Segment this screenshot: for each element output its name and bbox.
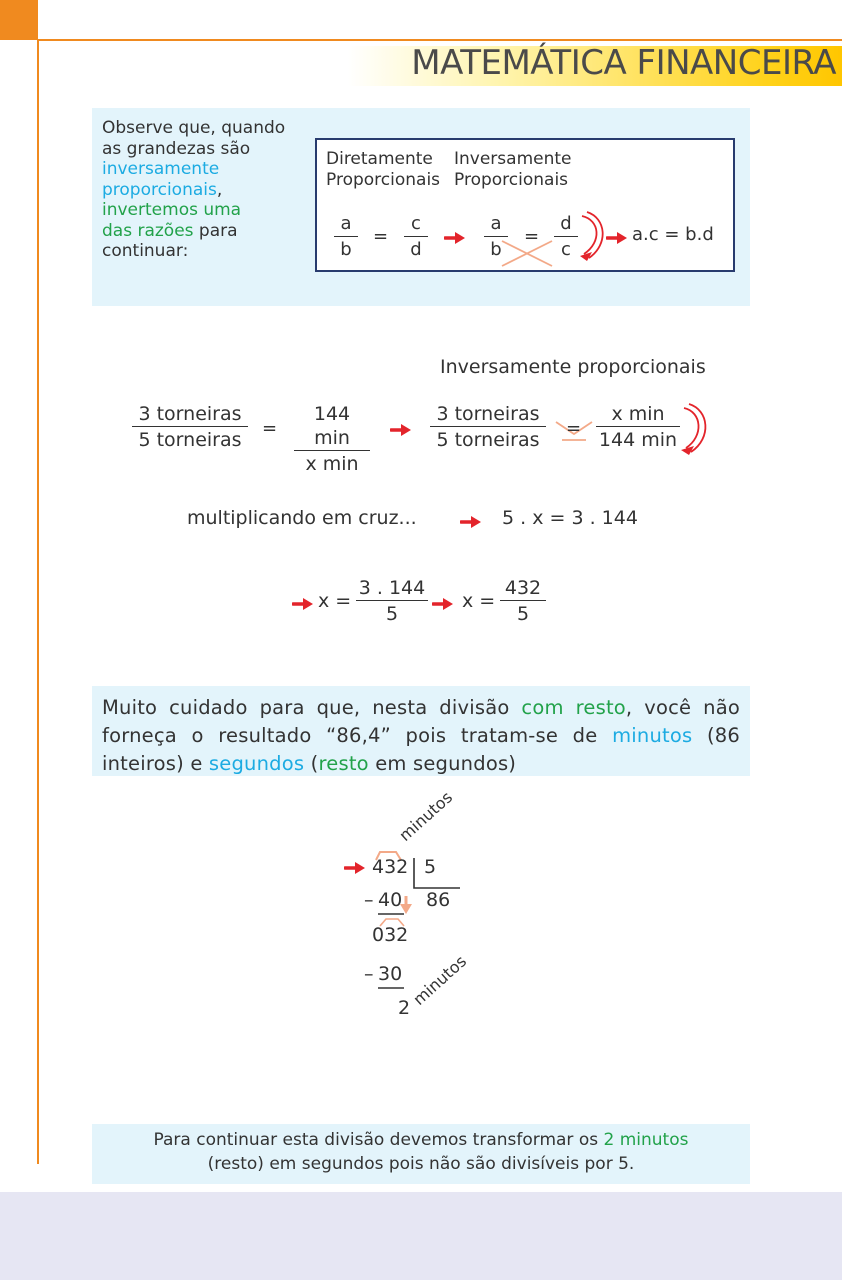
observe-text (102, 118, 302, 262)
cross-product-result: a.c = b.d (632, 224, 714, 245)
subtrahend: 30 (378, 963, 403, 985)
denominator: 5 torneiras (436, 429, 540, 451)
fraction-minutes (294, 402, 370, 477)
minus-sign: – (364, 963, 374, 985)
fraction-d-c (554, 212, 578, 263)
numerator: x min (596, 402, 680, 427)
denominator: 5 torneiras (138, 429, 242, 451)
numerator: c (404, 212, 428, 237)
red-arrow-icon (444, 230, 466, 246)
quotient: 86 (426, 889, 451, 911)
text-run: (86 inteiros) e (102, 724, 740, 775)
footer-band (0, 1192, 842, 1280)
red-arrow-icon (390, 422, 412, 438)
observe-line: para (193, 220, 238, 241)
note-text (92, 1128, 750, 1176)
numerator: d (554, 212, 578, 237)
text-run: ( (304, 752, 319, 775)
equals-sign: = (566, 418, 582, 439)
heading-line: Proporcionais (454, 170, 569, 190)
denominator: 5 (385, 603, 399, 625)
text-run: em segundos) (368, 752, 517, 775)
numerator: 432 (500, 576, 546, 601)
denominator: b (340, 239, 352, 260)
fraction-torneiras (132, 402, 248, 453)
cross-multiply-label: multiplicando em cruz... (187, 507, 417, 529)
observe-comma: , (216, 179, 223, 200)
fraction-432 (500, 576, 546, 627)
x-equals: x = (462, 590, 496, 612)
fraction-3x144 (356, 576, 428, 627)
denominator: 5 (516, 603, 530, 625)
red-arrow-icon (606, 230, 628, 246)
direct-heading (326, 149, 440, 191)
fraction-minutes-inverse (596, 402, 680, 453)
denominator: x min (305, 453, 359, 475)
text-run: resto (318, 752, 369, 775)
text-run: com resto (521, 696, 626, 719)
text-run: 2 minutos (603, 1130, 689, 1150)
numerator: 3 torneiras (430, 402, 546, 427)
text-run: minutos (612, 724, 693, 747)
margin-rule (37, 40, 39, 1164)
numerator: a (484, 212, 508, 237)
fraction-torneiras-inverse (430, 402, 546, 453)
inverse-label: Inversamente proporcionais (440, 356, 706, 378)
red-arrow-icon (292, 596, 314, 612)
observe-line: as grandezas são (102, 138, 251, 159)
fraction-c-d (404, 212, 428, 263)
denominator: b (490, 239, 502, 260)
heading-line: Proporcionais (326, 170, 441, 190)
denominator: 144 min (598, 429, 678, 451)
numerator: 3 torneiras (132, 402, 248, 427)
observe-line: inversamente (102, 159, 220, 179)
remainder: 2 (398, 997, 411, 1019)
subtrahend: 40 (378, 889, 403, 911)
observe-line: invertemos uma (102, 200, 242, 220)
fraction-a-b (334, 212, 358, 263)
x-equals: x = (318, 590, 352, 612)
observe-line: continuar: (102, 241, 189, 261)
text-run: Para continuar esta divisão devemos transformar os (153, 1130, 604, 1150)
fraction-a-b-inverse (484, 212, 508, 263)
heading-line: Inversamente (454, 149, 572, 169)
corner-tab (0, 0, 38, 40)
text-run: , você não forneça o resultado “86,4” pois tratam-se de (102, 696, 741, 747)
text-run: (resto) em segundos pois não são divisíveis por 5. (207, 1154, 635, 1174)
minus-sign: – (364, 889, 374, 911)
equals-sign: = (524, 226, 540, 247)
numerator: a (334, 212, 358, 237)
denominator: d (410, 239, 422, 260)
observe-line: Observe que, quando (102, 118, 286, 138)
numerator: 144 min (294, 402, 370, 451)
minutes-label: minutos (395, 787, 457, 845)
inverse-heading (454, 149, 572, 191)
partial-remainder: 032 (372, 924, 409, 946)
red-arrow-icon (432, 596, 454, 612)
minutes-label: minutos (409, 951, 471, 1009)
text-run: Muito cuidado para que, nesta divisão (102, 696, 522, 719)
cross-equation: 5 . x = 3 . 144 (502, 507, 638, 529)
header-rule (38, 39, 842, 41)
red-arrow-icon (460, 514, 482, 530)
observe-line: das razões (102, 220, 194, 241)
warning-text (102, 694, 740, 778)
equals-sign: = (262, 418, 278, 439)
heading-line: Diretamente (326, 149, 433, 169)
numerator: 3 . 144 (356, 576, 428, 601)
red-arrow-icon (344, 860, 366, 876)
observe-line: proporcionais (102, 179, 217, 200)
invert-swap-icon (680, 400, 714, 458)
denominator: c (561, 239, 571, 260)
dividend: 432 (372, 856, 409, 878)
text-run: segundos (208, 752, 305, 775)
page-title: MATEMÁTICA FINANCEIRA (411, 43, 836, 83)
equals-sign: = (373, 226, 389, 247)
divisor: 5 (424, 856, 437, 878)
